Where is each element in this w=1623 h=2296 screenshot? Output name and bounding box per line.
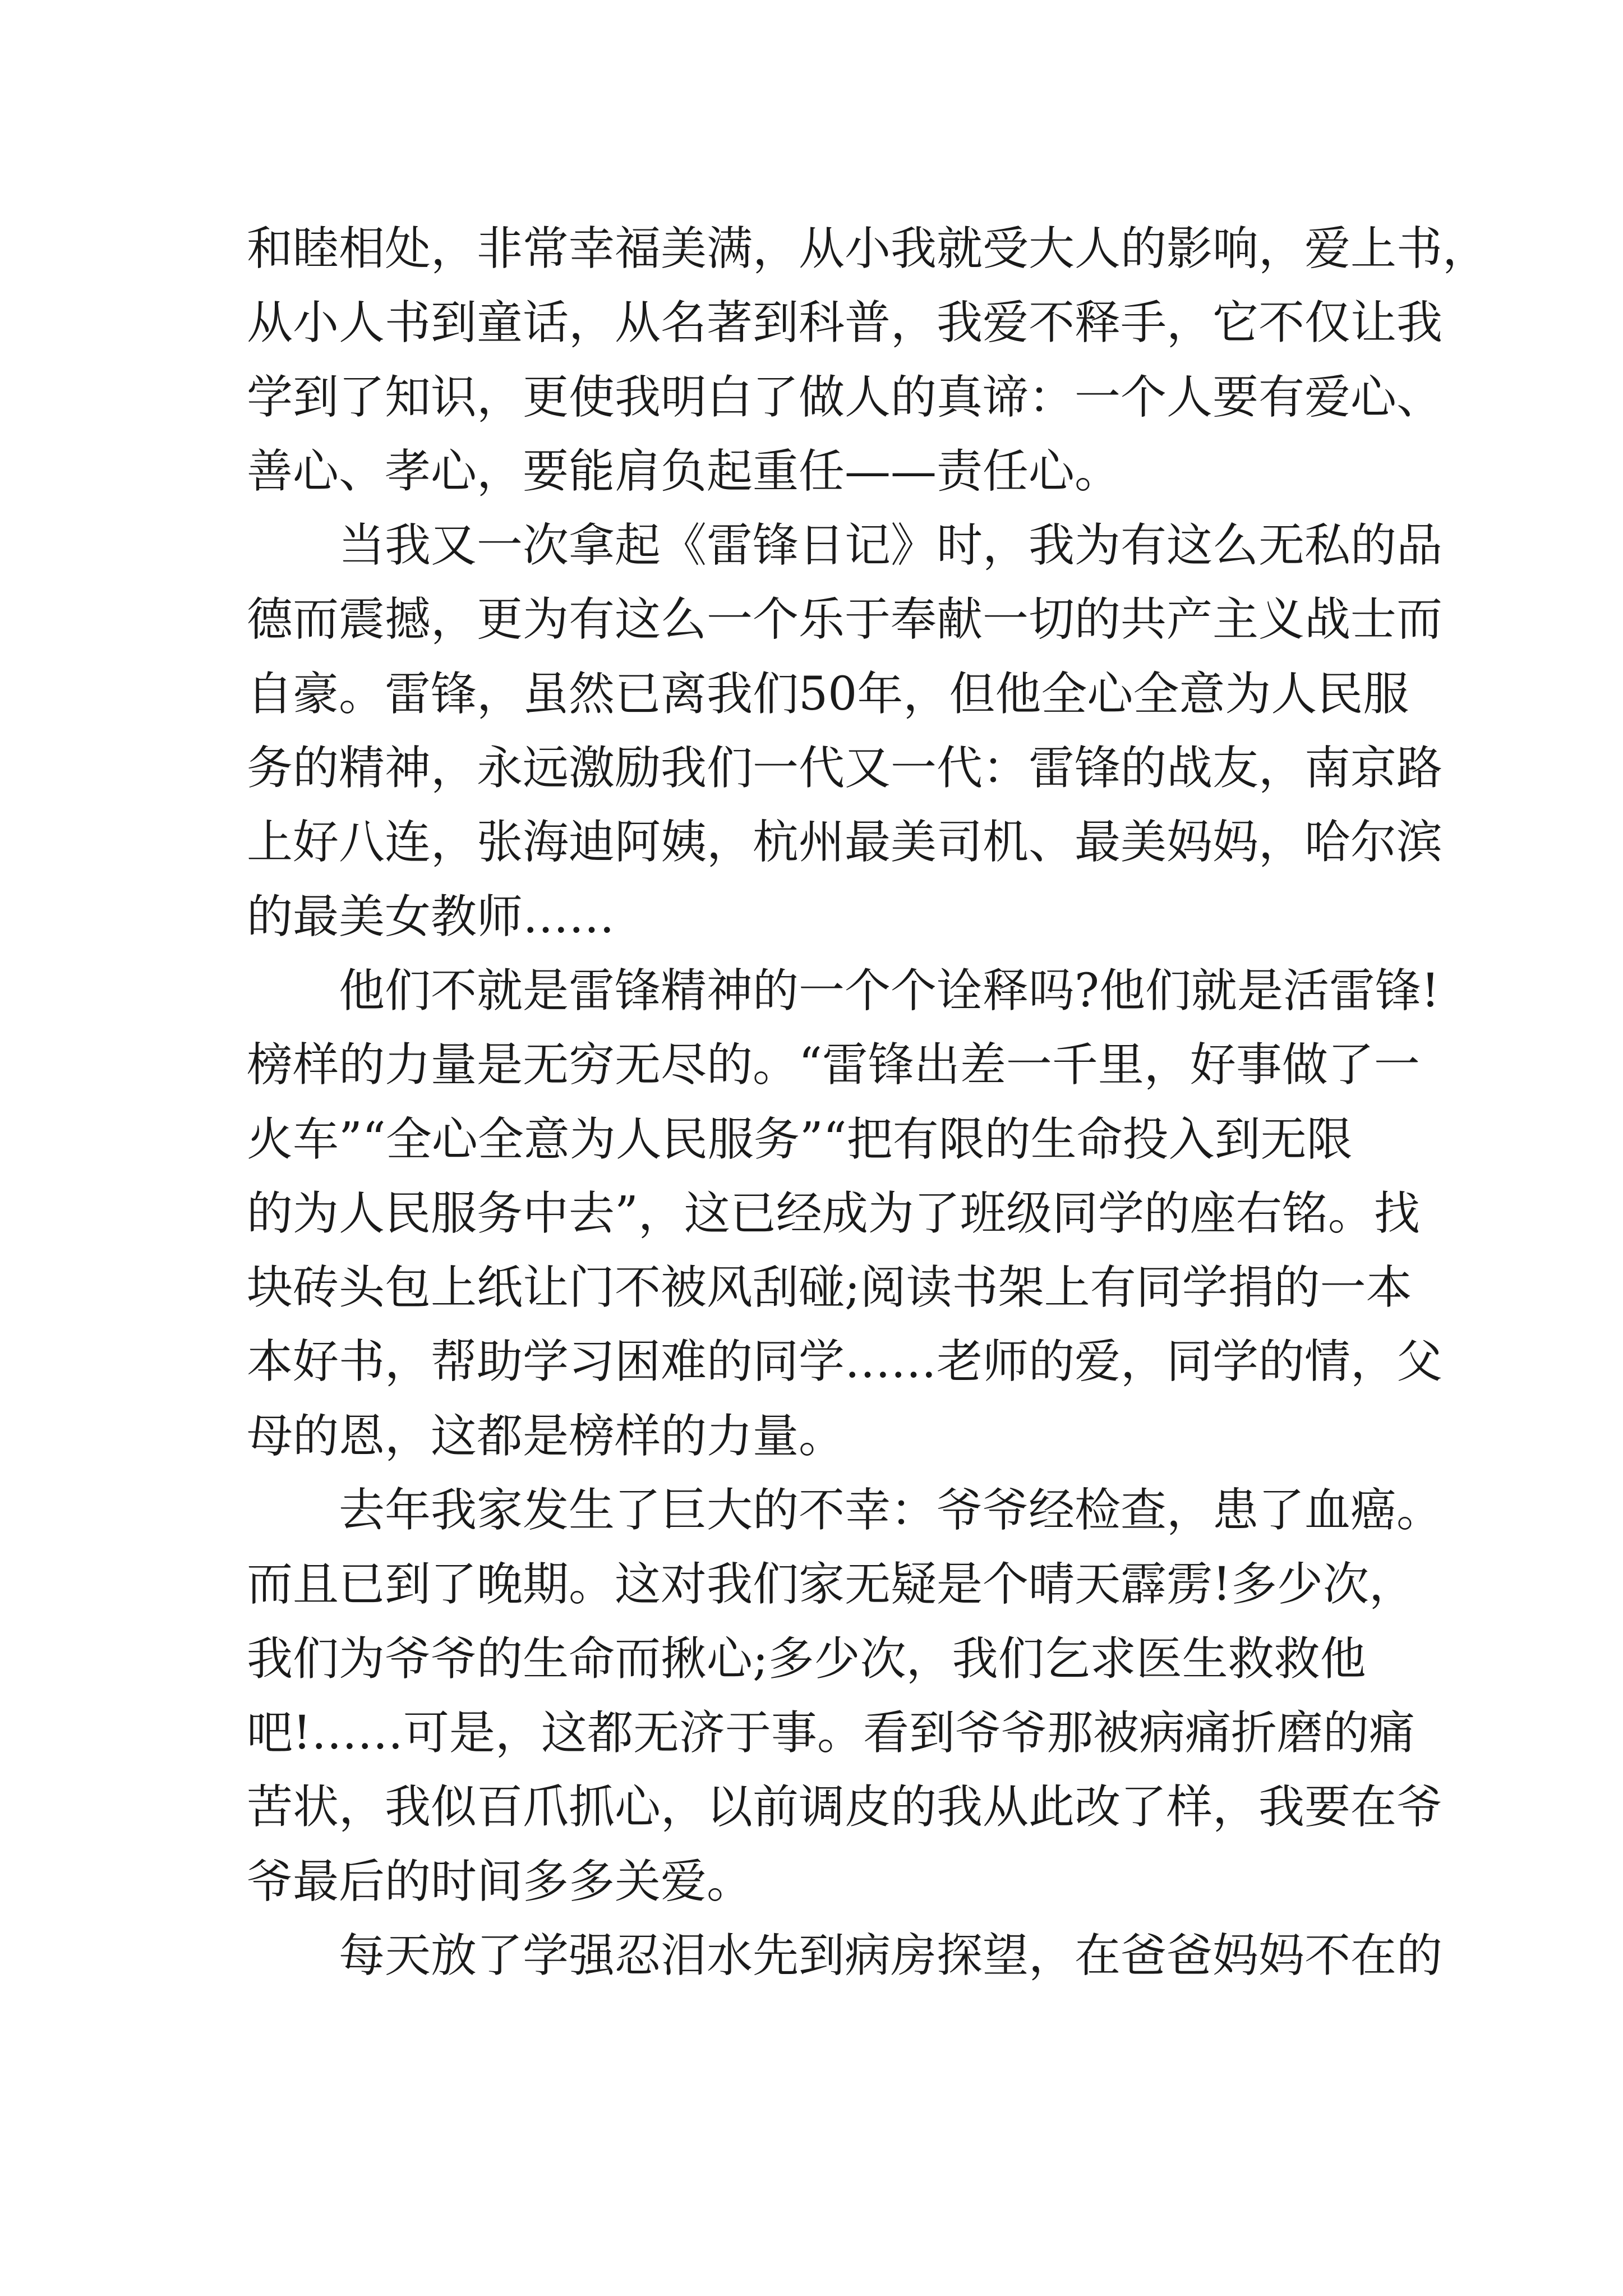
text-line: 我们为爷爷的生命而揪心;多少次，我们乞求医生救救他 — [247, 1632, 1366, 1686]
text-line: 的为人民服务中去”，这已经成为了班级同学的座右铭。找 — [247, 1186, 1420, 1240]
text-line: 学到了知识，更使我明白了做人的真谛：一个人要有爱心、 — [247, 370, 1443, 424]
text-line: 母的恩，这都是榜样的力量。 — [247, 1409, 845, 1463]
text-line: 爷最后的时间多多关爱。 — [247, 1855, 753, 1908]
paragraph-first-line: 他们不就是雷锋精神的一个个诠释吗?他们就是活雷锋! — [339, 964, 1440, 1018]
text-line: 块砖头包上纸让门不被风刮碰;阅读书架上有同学捐的一本 — [247, 1261, 1412, 1315]
text-line: 榜样的力量是无穷无尽的。“雷锋出差一千里，好事做了一 — [247, 1038, 1420, 1092]
text-line: 务的精神，永远激励我们一代又一代：雷锋的战友，南京路 — [247, 742, 1443, 795]
paragraph-first-line: 每天放了学强忍泪水先到病房探望，在爸爸妈妈不在的 — [339, 1929, 1443, 1982]
text-line: 而且已到了晚期。这对我们家无疑是个晴天霹雳!多少次， — [247, 1558, 1415, 1612]
text-line: 火车”“全心全意为人民服务”“把有限的生命投入到无限 — [247, 1112, 1353, 1166]
text-line: 的最美女教师…… — [247, 890, 615, 944]
text-line: 善心、孝心，要能肩负起重任——责任心。 — [247, 444, 1121, 498]
text-line: 本好书，帮助学习困难的同学……老师的爱，同学的情，父 — [247, 1335, 1443, 1389]
text-line: 和睦相处，非常幸福美满，从小我就受大人的影响，爱上书， — [247, 222, 1489, 275]
paragraph-first-line: 去年我家发生了巨大的不幸：爷爷经检查，患了血癌。 — [339, 1484, 1443, 1538]
text-line: 德而震撼，更为有这么一个乐于奉献一切的共产主义战士而 — [247, 593, 1443, 647]
text-line: 苦状，我似百爪抓心，以前调皮的我从此改了样，我要在爷 — [247, 1780, 1443, 1834]
text-line: 上好八连，张海迪阿姨，杭州最美司机、最美妈妈，哈尔滨 — [247, 816, 1443, 869]
paragraph-first-line: 当我又一次拿起《雷锋日记》时，我为有这么无私的品 — [339, 519, 1443, 573]
text-line: 从小人书到童话，从名著到科普，我爱不释手，它不仅让我 — [247, 296, 1443, 350]
text-line: 吧!……可是，这都无济于事。看到爷爷那被病痛折磨的痛 — [247, 1706, 1415, 1760]
document-body — [247, 212, 1489, 1993]
text-line: 自豪。雷锋，虽然已离我们50年，但他全心全意为人民服 — [247, 667, 1409, 721]
